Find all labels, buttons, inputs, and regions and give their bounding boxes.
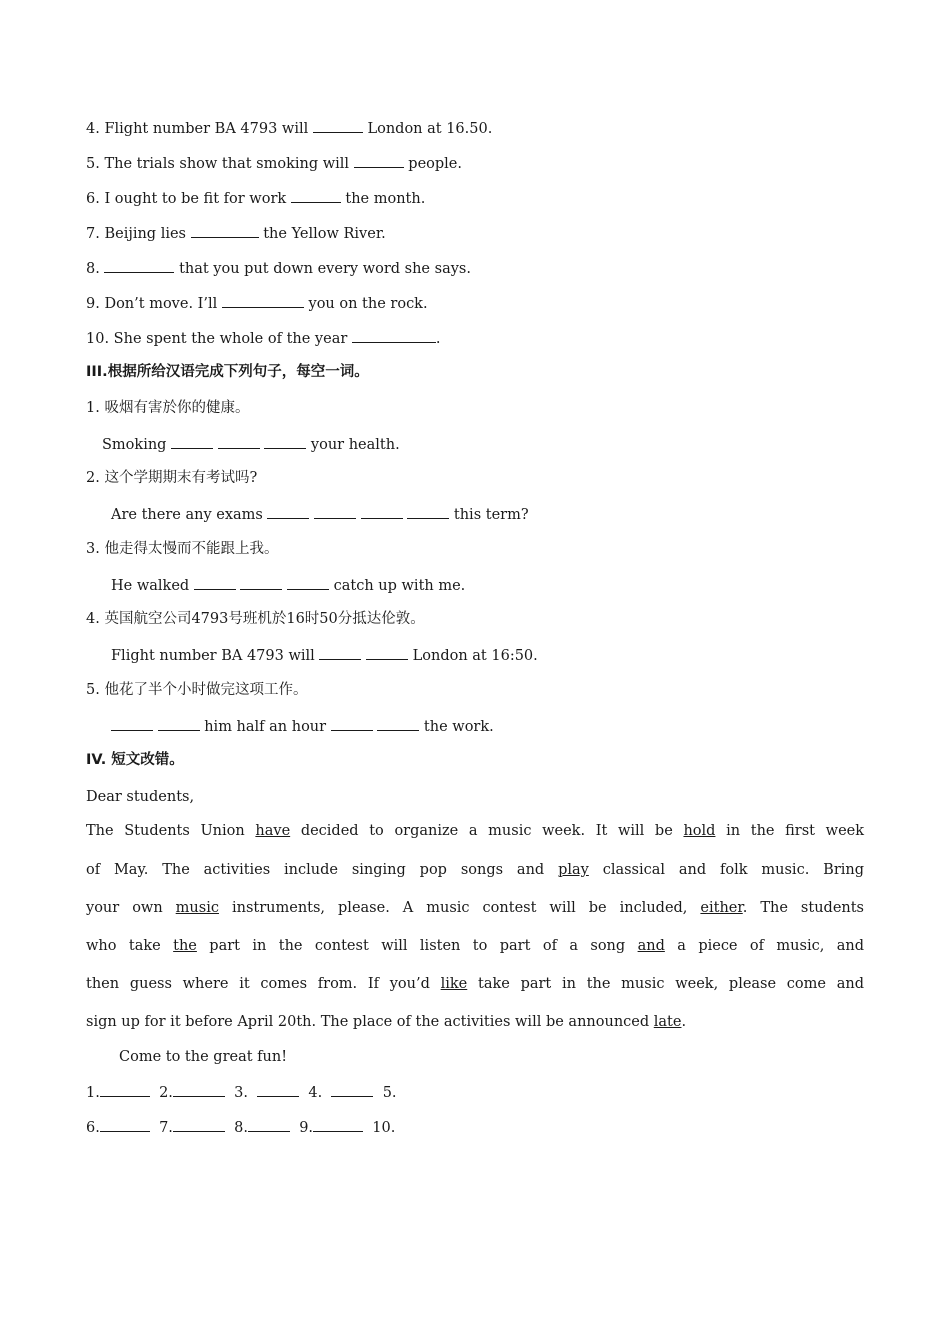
- exercise-item-10: 10. She spent the whole of the year .: [86, 328, 441, 349]
- answer-blank[interactable]: [100, 1082, 150, 1097]
- answer-blank[interactable]: [319, 645, 361, 660]
- answer-blank[interactable]: [313, 118, 363, 133]
- translation-item-1-chinese: 1. 吸烟有害於你的健康。: [86, 400, 250, 416]
- marked-word: late: [653, 1014, 682, 1030]
- section-heading: III.根据所给汉语完成下列句子，每空一词。: [86, 364, 369, 380]
- answer-blank[interactable]: [100, 1117, 150, 1132]
- translation-item-5-chinese: 5. 他花了半个小时做完这项工作。: [86, 682, 308, 698]
- answer-blank[interactable]: [191, 223, 259, 238]
- answer-blank[interactable]: [264, 434, 306, 449]
- answer-blank[interactable]: [171, 434, 213, 449]
- exercise-item-6: 6. I ought to be fit for work the month.: [86, 188, 425, 209]
- marked-word: have: [255, 823, 291, 839]
- answer-blank[interactable]: [377, 716, 419, 731]
- answer-blank[interactable]: [194, 575, 236, 590]
- answer-blank[interactable]: [173, 1117, 225, 1132]
- marked-word: and: [637, 938, 665, 954]
- answer-blank[interactable]: [222, 293, 304, 308]
- answer-blank[interactable]: [314, 504, 356, 519]
- answer-blank[interactable]: [352, 328, 436, 343]
- answer-row-1: 1. 2. 3. 4. 5.: [86, 1082, 397, 1103]
- answer-blank[interactable]: [331, 1082, 373, 1097]
- translation-item-2-english: Are there any exams this term?: [111, 504, 529, 525]
- answer-blank[interactable]: [354, 153, 404, 168]
- passage-line-1: The Students Union have decided to organize a music week. It will be hold in the first week: [86, 823, 865, 839]
- translation-item-5-english: him half an hour the work.: [111, 716, 494, 737]
- exercise-item-5: 5. The trials show that smoking will people.: [86, 153, 462, 174]
- answer-blank[interactable]: [313, 1117, 363, 1132]
- exercise-item-8: 8. that you put down every word she says.: [86, 258, 471, 279]
- answer-row-2: 6. 7. 8. 9. 10.: [86, 1117, 395, 1138]
- marked-word: music: [175, 900, 219, 916]
- marked-word: like: [440, 976, 468, 992]
- answer-blank[interactable]: [287, 575, 329, 590]
- answer-blank[interactable]: [331, 716, 373, 731]
- answer-blank[interactable]: [257, 1082, 299, 1097]
- answer-blank[interactable]: [218, 434, 260, 449]
- answer-blank[interactable]: [104, 258, 174, 273]
- translation-item-2-chinese: 2. 这个学期期末有考试吗?: [86, 470, 258, 486]
- marked-word: play: [558, 862, 589, 878]
- marked-word: hold: [683, 823, 716, 839]
- answer-blank[interactable]: [366, 645, 408, 660]
- translation-item-3-chinese: 3. 他走得太慢而不能跟上我。: [86, 541, 279, 557]
- marked-word: the: [173, 938, 197, 954]
- answer-blank[interactable]: [407, 504, 449, 519]
- marked-word: either: [700, 900, 743, 916]
- answer-blank[interactable]: [240, 575, 282, 590]
- translation-item-4-chinese: 4. 英国航空公司4793号班机於16时50分抵达伦敦。: [86, 611, 425, 627]
- passage-line-6: sign up for it before April 20th. The place of the activities will be announced late.: [86, 1014, 687, 1030]
- letter-closing: Come to the great fun!: [119, 1049, 288, 1065]
- answer-blank[interactable]: [248, 1117, 290, 1132]
- passage-line-4: who take the part in the contest will listen to part of a song and a piece of music, and: [86, 938, 864, 954]
- translation-item-3-english: He walked catch up with me.: [111, 575, 465, 596]
- answer-blank[interactable]: [111, 716, 153, 731]
- answer-blank[interactable]: [173, 1082, 225, 1097]
- exercise-item-4: 4. Flight number BA 4793 will London at 16.50.: [86, 118, 492, 139]
- answer-blank[interactable]: [158, 716, 200, 731]
- exercise-item-9: 9. Don’t move. I’ll you on the rock.: [86, 293, 428, 314]
- answer-blank[interactable]: [361, 504, 403, 519]
- passage-line-5: then guess where it comes from. If you’d like take part in the music week, please come and: [86, 976, 864, 992]
- letter-greeting: Dear students,: [86, 789, 195, 805]
- section-heading: IV. 短文改错。: [86, 752, 184, 768]
- translation-item-4-english: Flight number BA 4793 will London at 16:50.: [111, 645, 538, 666]
- passage-line-2: of May. The activities include singing pop songs and play classical and folk music. Bring: [86, 862, 865, 878]
- answer-blank[interactable]: [291, 188, 341, 203]
- passage-line-3: your own music instruments, please. A music contest will be included, either. The students: [86, 900, 865, 916]
- exercise-item-7: 7. Beijing lies the Yellow River.: [86, 223, 386, 244]
- answer-blank[interactable]: [267, 504, 309, 519]
- translation-item-1-english: Smoking your health.: [102, 434, 400, 455]
